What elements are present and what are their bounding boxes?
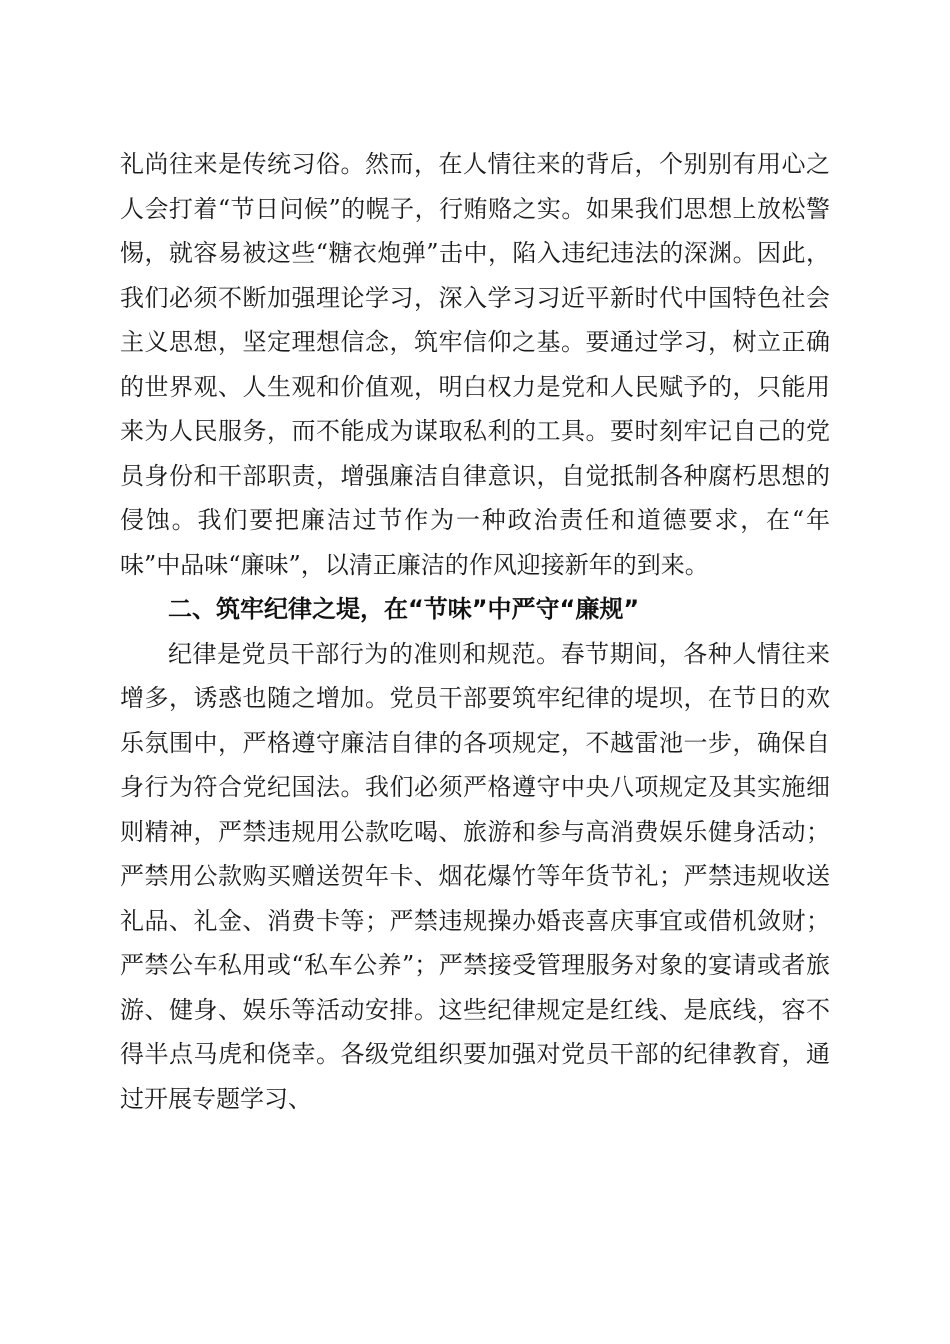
body-paragraph: 纪律是党员干部行为的准则和规范。春节期间，各种人情往来增多，诱惑也随之增加。党员干部要筑牢纪律的堤坝，在节日的欢乐氛围中，严格遵守廉洁自律的各项规定，不越雷池一步，确保自身行为符合党纪国法。我们必须严格遵守中央八项规定及其实施细则精神，严禁违规用公款吃喝、旅游和参与高消费娱乐健身活动；严禁用公款购买赠送贺年卡、烟花爆竹等年货节礼；严禁违规收送礼品、礼金、消费卡等；严禁违规操办婚丧喜庆事宜或借机敛财；严禁公车私用或“私车公养”；严禁接受管理服务对象的宴请或者旅游、健身、娱乐等活动安排。这些纪律规定是红线、是底线，容不得半点马虎和侥幸。各级党组织要加强对党员干部的纪律教育，通过开展专题学习、 xyxy=(120,639,830,1113)
body-paragraph-continued: 礼尚往来是传统习俗。然而，在人情往来的背后，个别别有用心之人会打着“节日问候”的幌子，行贿赂之实。如果我们思想上放松警惕，就容易被这些“糖衣炮弹”击中，陷入违纪违法的深渊。因此，我们必须不断加强理论学习，深入学习习近平新时代中国特色社会主义思想，坚定理想信念，筑牢信仰之基。要通过学习，树立正确的世界观、人生观和价值观，明白权力是党和人民赋予的，只能用来为人民服务，而不能成为谋取私利的工具。要时刻牢记自己的党员身份和干部职责，增强廉洁自律意识，自觉抵制各种腐朽思想的侵蚀。我们要把廉洁过节作为一种政治责任和道德要求，在“年味”中品味“廉味”，以清正廉洁的作风迎接新年的到来。 xyxy=(120,150,830,579)
section-heading: 二、筑牢纪律之堤，在“节味”中严守“廉规” xyxy=(168,595,640,623)
document-body xyxy=(120,142,830,1121)
